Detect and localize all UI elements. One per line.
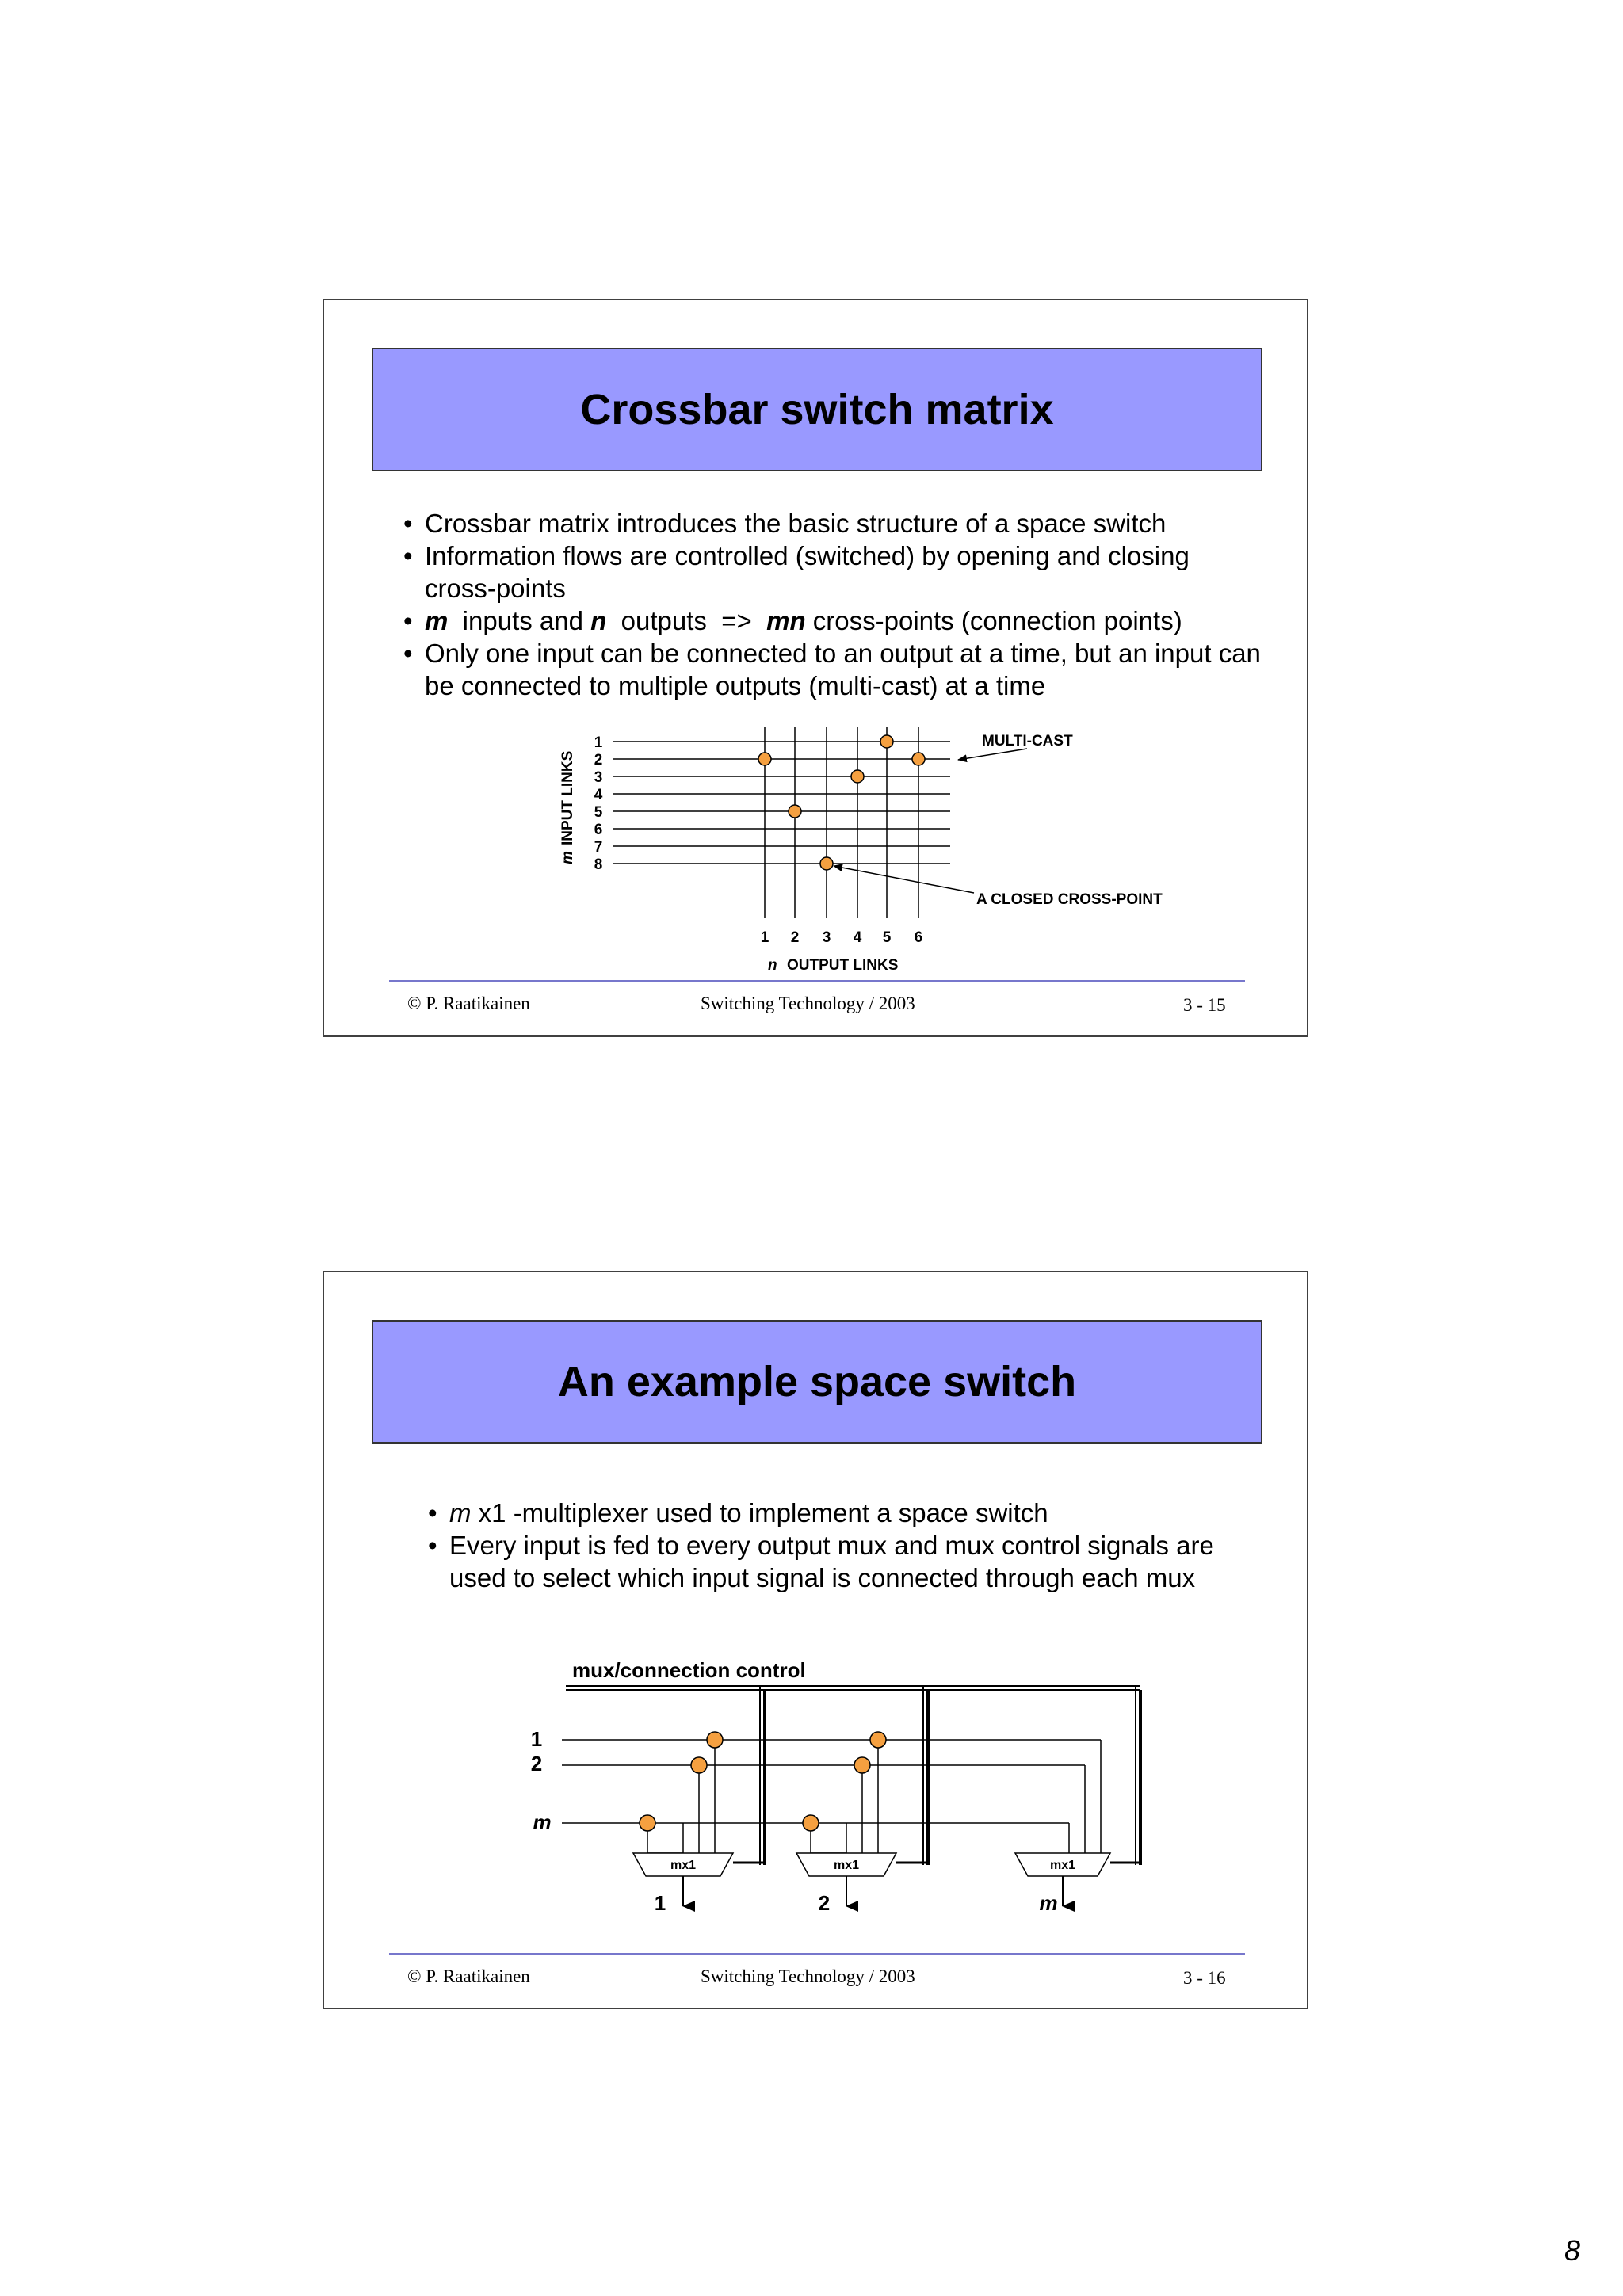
input-label: 1 xyxy=(530,1727,543,1751)
control-label: mux/connection control xyxy=(572,1658,806,1682)
page-number: 8 xyxy=(1564,2234,1581,2267)
output-axis-label: OUTPUT LINKS xyxy=(787,957,899,974)
input-number: 8 xyxy=(594,856,603,873)
bullet-var-m: m xyxy=(449,1498,472,1527)
bullet-text: cross-points (connection points) xyxy=(805,606,1182,635)
bullet-item: • Every input is fed to every output mux and mux control signals are used to select which input signal is connected through each mux xyxy=(428,1529,1220,1594)
input-number: 2 xyxy=(594,752,603,769)
input-lines xyxy=(613,742,950,864)
bullet-item: • Only one input can be connected to an output at a time, but an input can be connected to multiple outputs (multi-cast) at a time xyxy=(403,637,1267,702)
selector-dot xyxy=(707,1732,723,1748)
bullet-var-n: n xyxy=(590,606,607,635)
output-axis-var: n xyxy=(768,957,777,974)
slide-crossbar xyxy=(323,299,1308,1037)
footer-rule xyxy=(389,980,1245,982)
footer-author: © P. Raatikainen xyxy=(407,1966,530,1986)
selector-dot xyxy=(691,1757,707,1773)
bullet-item: • Information flows are controlled (switched) by opening and closing cross-points xyxy=(403,540,1267,605)
input-axis-var: m xyxy=(559,851,576,864)
input-number: 5 xyxy=(594,804,603,821)
output-number: 2 xyxy=(790,929,800,946)
closed-crosspoint-arrow xyxy=(834,866,974,893)
mux-label: mx1 xyxy=(1049,1859,1076,1872)
selector-dot xyxy=(803,1815,819,1831)
output-number: 3 xyxy=(822,929,831,946)
closed-crosspoint-label: A CLOSED CROSS-POINT xyxy=(976,891,1163,908)
footer-course: Switching Technology / 2003 xyxy=(701,994,915,1013)
bullet-var-m: m xyxy=(425,606,449,635)
selector-dot xyxy=(640,1815,655,1831)
bullet-var-mn: mn xyxy=(766,606,806,635)
footer-slide-number: 3 - 15 xyxy=(1183,995,1226,1015)
mux-label: mx1 xyxy=(833,1859,860,1872)
crosspoint-dot xyxy=(912,753,925,765)
output-label: 2 xyxy=(818,1891,831,1915)
crosspoint-dot xyxy=(880,735,893,748)
footer-rule xyxy=(389,1953,1245,1955)
multicast-arrow xyxy=(958,749,1027,760)
input-number: 7 xyxy=(594,839,603,856)
slide-space-switch xyxy=(323,1271,1308,2009)
output-number: 1 xyxy=(760,929,769,946)
bullet-text: x1 -multiplexer used to implement a space switch xyxy=(471,1498,1048,1527)
selector-dot xyxy=(870,1732,886,1748)
slide-title: Crossbar switch matrix xyxy=(580,386,1054,433)
output-lines xyxy=(765,727,918,918)
bullet-text: inputs and xyxy=(448,606,591,635)
crosspoint-dot xyxy=(851,770,864,783)
output-number: 4 xyxy=(853,929,862,946)
input-number: 4 xyxy=(594,787,603,803)
crosspoint-dot xyxy=(789,805,801,818)
output-number: 5 xyxy=(882,929,892,946)
input-label: 2 xyxy=(530,1752,543,1775)
input-number: 6 xyxy=(594,822,603,838)
crosspoint-dot xyxy=(820,857,833,870)
bullet-item: • Crossbar matrix introduces the basic structure of a space switch xyxy=(403,507,1267,540)
crosspoint-dot xyxy=(758,753,771,765)
multicast-label: MULTI-CAST xyxy=(982,733,1073,749)
input-number: 1 xyxy=(594,734,603,751)
footer-slide-number: 3 - 16 xyxy=(1183,1968,1226,1988)
mux-label: mx1 xyxy=(670,1859,697,1872)
output-number: 6 xyxy=(914,929,923,946)
input-axis-label: INPUT LINKS xyxy=(559,750,576,845)
footer-course: Switching Technology / 2003 xyxy=(701,1966,915,1986)
bullet-text: outputs => xyxy=(606,606,767,635)
input-label: m xyxy=(533,1810,552,1834)
crossbar-diagram xyxy=(324,300,1310,1039)
slide-title: An example space switch xyxy=(557,1358,1077,1405)
output-label: 1 xyxy=(654,1891,666,1915)
space-switch-diagram xyxy=(324,1272,1310,2011)
footer-author: © P. Raatikainen xyxy=(407,994,530,1013)
input-number: 3 xyxy=(594,769,603,786)
output-label: m xyxy=(1039,1891,1058,1915)
selector-dot xyxy=(854,1757,870,1773)
